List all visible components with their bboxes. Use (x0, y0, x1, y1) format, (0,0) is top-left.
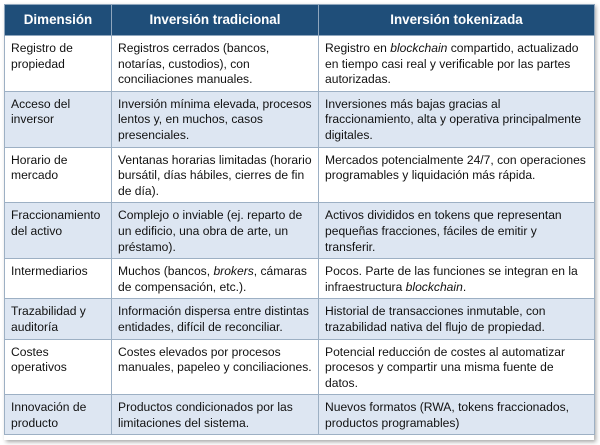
tokenized-cell: Potencial reducción de costes al automatizar procesos y compartir una misma fuente de datos. (319, 339, 595, 395)
dimension-cell: Registro de propiedad (5, 36, 112, 92)
table-row (5, 299, 595, 339)
table-row (5, 36, 595, 92)
header-tokenized: Inversión tokenizada (319, 5, 595, 36)
dimension-cell: Intermediarios (5, 259, 112, 299)
table-row (5, 203, 595, 259)
traditional-cell: Muchos (bancos, brokers, cámaras de compensación, etc.). (112, 259, 319, 299)
header-row (5, 5, 595, 36)
dimension-cell: Costes operativos (5, 339, 112, 395)
traditional-cell: Ventanas horarias limitadas (horario bursátil, días hábiles, cierres de fin de día). (112, 147, 319, 203)
traditional-cell: Información dispersa entre distintas entidades, difícil de reconciliar. (112, 299, 319, 339)
traditional-cell: Registros cerrados (bancos, notarías, custodios), con conciliaciones manuales. (112, 36, 319, 92)
table-row (5, 339, 595, 395)
header-traditional: Inversión tradicional (112, 5, 319, 36)
tokenized-cell: Inversiones más bajas gracias al fraccionamiento, alta y operativa principalmente digitales. (319, 91, 595, 147)
dimension-cell: Trazabilidad y auditoría (5, 299, 112, 339)
header-dimension: Dimensión (5, 5, 112, 36)
italic-term: blockchain (390, 41, 448, 55)
table-row (5, 395, 595, 435)
tokenized-cell: Activos divididos en tokens que representan pequeñas fracciones, fáciles de emitir y transferir. (319, 203, 595, 259)
table-row (5, 259, 595, 299)
dimension-cell: Acceso del inversor (5, 91, 112, 147)
comparison-table-container (4, 4, 594, 440)
tokenized-cell: Historial de transacciones inmutable, con trazabilidad nativa del flujo de propiedad. (319, 299, 595, 339)
tokenized-cell: Registro en blockchain compartido, actualizado en tiempo casi real y verificable por las partes autorizadas. (319, 36, 595, 92)
table-row (5, 147, 595, 203)
italic-term: brokers (213, 264, 254, 279)
traditional-cell: Costes elevados por procesos manuales, papeleo y conciliaciones. (112, 339, 319, 395)
traditional-cell: Complejo o inviable (ej. reparto de un edificio, una obra de arte, un préstamo). (112, 203, 319, 259)
tokenized-cell: Nuevos formatos (RWA, tokens fraccionados, productos programables) (319, 395, 595, 435)
italic-term: blockchain (405, 279, 463, 294)
dimension-cell: Horario de mercado (5, 147, 112, 203)
tokenized-cell: Mercados potencialmente 24/7, con operaciones programables y liquidación más rápida. (319, 147, 595, 203)
dimension-cell: Innovación de producto (5, 395, 112, 435)
comparison-table (4, 4, 595, 435)
table-row (5, 91, 595, 147)
dimension-cell: Fraccionamiento del activo (5, 203, 112, 259)
traditional-cell: Productos condicionados por las limitaciones del sistema. (112, 395, 319, 435)
traditional-cell: Inversión mínima elevada, procesos lentos y, en muchos, casos presenciales. (112, 91, 319, 147)
tokenized-cell: Pocos. Parte de las funciones se integran en la infraestructura blockchain. (319, 259, 595, 299)
